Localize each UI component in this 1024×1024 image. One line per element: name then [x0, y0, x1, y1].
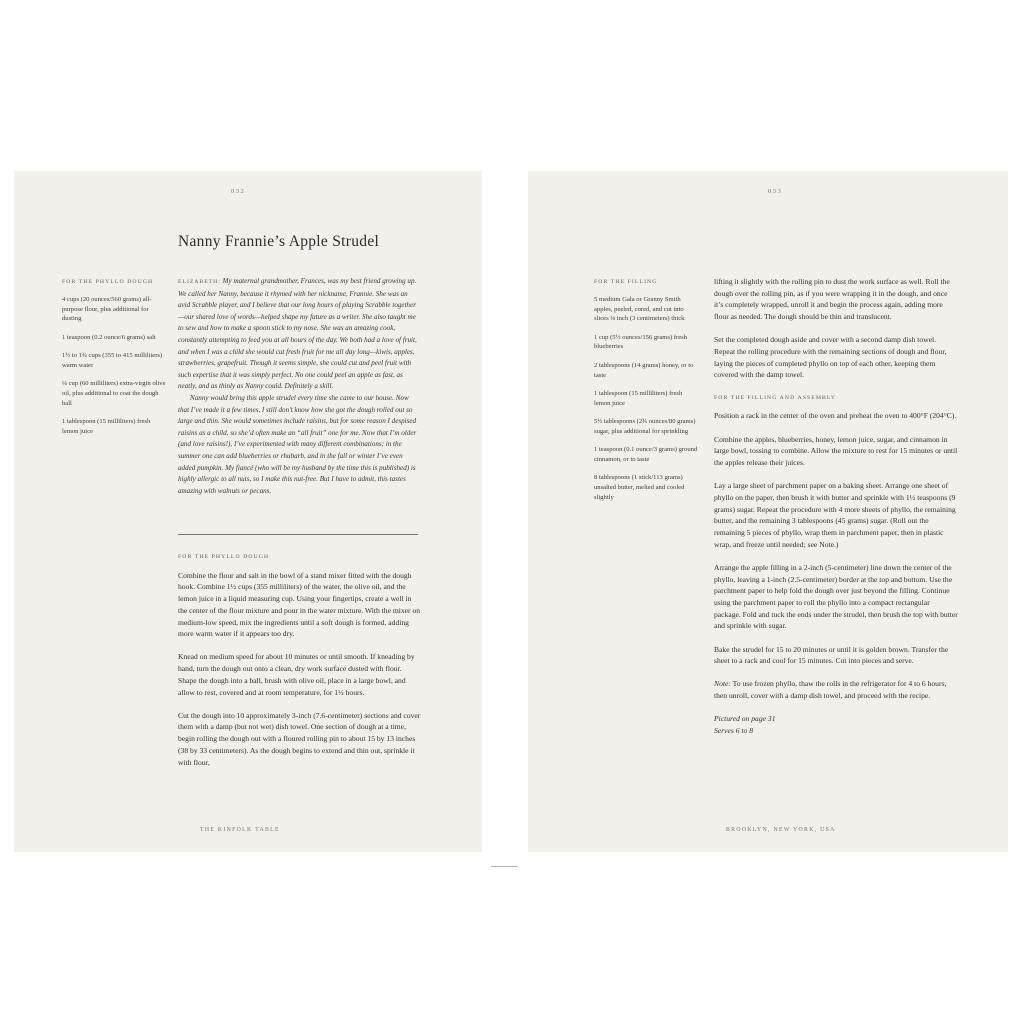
- ingredient-item: 4 cups (20 ounces/560 grams) all-purpose flour, plus additional for dusting: [62, 295, 152, 323]
- ingredient-item: 1 cup (5½ ounces/156 grams) fresh blueberries: [594, 333, 688, 351]
- section-divider: [178, 534, 418, 535]
- filling-method: [714, 276, 958, 737]
- method-paragraph: Cut the dough into 10 approximately 3-inch (7.6-centimeter) sections and cover them with a damp (but not wet) dish towel. One section of dough at a time, begin rolling the dough out with a floured rolling pin to about 15 by 13 inches (38 by 33 centimeters). As the dough begins to extend and thin out, sprinkle it with flour,: [178, 710, 421, 767]
- phyllo-method: [178, 552, 421, 780]
- ingredient-item: 1 tablespoon (15 milliliters) fresh lemon juice: [594, 389, 683, 407]
- spine-marker: [491, 866, 518, 867]
- ingredients-heading: FOR THE FILLING: [594, 279, 658, 285]
- method-paragraph: Bake the strudel for 15 to 20 minutes or until it is golden brown. Transfer the sheet to a rack and cool for 15 minutes. Cut into pieces and serve.: [714, 644, 949, 666]
- note-label: Note:: [714, 679, 731, 689]
- intro-text: My maternal grandmother, Frances, was my best friend growing up. We called her Nanny, because it rhymed with her nickname, Frannie. She was an avid Scrabble player, and I believe that our long hours of playing Scrabble together—our shared love of words—helped shape my future as a writer. She also taught me to sew and how to make a spoon stick to my nose. She was an amazing cook, constantly attempting to feed you at all hours of the day. We both had a love of fruit, and when I was a child she would cut fresh fruit for me all day long—kiwis, apples, strawberries, grapefruit. Though it seems simple, she could cut and peel fruit with such expertise that it was simply perfect. No one could peel an apple as fast, as neatly, and as thinly as Nanny could. Definitely a skill.: [178, 277, 417, 391]
- method-paragraph: Combine the apples, blueberries, honey, lemon juice, sugar, and cinnamon in large bowl, tossing to combine. Allow the mixture to rest for 15 minutes or until the apples release their juices.: [714, 434, 958, 467]
- method-heading: FOR THE PHYLLO DOUGH: [178, 554, 270, 560]
- footer-location: BROOKLYN, NEW YORK, USA: [726, 827, 836, 833]
- note-paragraph: [714, 678, 958, 701]
- left-page: [14, 171, 482, 852]
- ingredient-item: 8 tablespoons (1 stick/113 grams) unsalted butter, melted and cooled slightly: [594, 474, 685, 501]
- method-paragraph: Position a rack in the center of the oven and preheat the oven to 400°F (204°C).: [714, 411, 957, 421]
- ingredient-item: 2 tablespoons (14 grams) honey, or to taste: [594, 361, 694, 379]
- intro-author-label: ELIZABETH:: [178, 279, 221, 285]
- phyllo-ingredients: [62, 278, 166, 445]
- ingredient-item: 1½ to 1¾ cups (355 to 415 milliliters) warm water: [62, 351, 163, 369]
- ingredients-heading: FOR THE PHYLLO DOUGH: [62, 279, 154, 285]
- ingredient-item: 5½ tablespoons (2¾ ounces/80 grams) sugar, plus additional for sprinkling: [594, 417, 696, 435]
- ingredient-item: 1 teaspoon (0.1 ounce/3 grams) ground cinnamon, or to taste: [594, 446, 698, 463]
- filling-ingredients: [594, 278, 698, 511]
- footer-book-title: THE KINFOLK TABLE: [200, 827, 280, 833]
- assembly-heading: FOR THE FILLING AND ASSEMBLY: [714, 394, 837, 401]
- recipe-title: Nanny Frannie’s Apple Strudel: [178, 233, 380, 250]
- ingredient-item: 1 tablespoon (15 milliliters) fresh lemon juice: [62, 417, 151, 435]
- serving-size: Serves 6 to 8: [714, 726, 754, 736]
- pictured-reference: Pictured on page 31: [714, 714, 776, 724]
- intro-paragraph: Nanny would bring this apple strudel every time she came to our house. Now that I’ve made it a few times, I still don’t know how she got the dough rolled out so large and thin. She would sometimes include raisins, but for some reason I despised raisins as a child, so she’d often make an “all fruit” one for me. Now that I’m older (and love raisins!), I’ve experimented with many different combinations; in the summer one can add blueberries or rhubarb, and in the fall or winter I’ve even added pumpkin. My fiancé (who will be my husband by the time this is published) is highly allergic to all nuts, so I make this nut-free. But I have to admit, this tastes amazing with walnuts or pecans.: [178, 393, 417, 495]
- method-paragraph: lifting it slightly with the rolling pin to dust the work surface as well. Roll the dough over the rolling pin, as if you were wrapping it in the dough, and once it’s completely wrapped, unroll it and begin the process again, adding more flour as needed. The dough should be thin and translucent.: [714, 277, 950, 322]
- ingredient-item: 5 medium Gala or Granny Smith apples, peeled, cored, and cut into slices ⅛ inch (3 centimeters) thick: [594, 295, 685, 323]
- intro-paragraph: [178, 276, 418, 393]
- intro-story: [178, 276, 418, 497]
- note-text: To use frozen phyllo, thaw the rolls in the refrigerator for 4 to 6 hours, then unroll, cover with a damp dish towel, and proceed with the recipe.: [714, 679, 947, 701]
- method-paragraph: Combine the flour and salt in the bowl of a stand mixer fitted with the dough hook. Combine 1½ cups (355 milliliters) of the water, the olive oil, and the lemon juice in a liquid measuring cup. Using your fingertips, create a well in the center of the flour mixture and pour in the water mixture. With the mixer on medium-low speed, mix the ingredients until a soft dough is formed, adding more warm water if it appears too dry.: [178, 570, 421, 639]
- page-number: 033: [768, 188, 783, 195]
- page-number: 032: [231, 188, 246, 195]
- ingredient-item: 1 teaspoon (0.2 ounce/6 grams) salt: [62, 333, 156, 341]
- right-page: [528, 171, 1008, 852]
- method-paragraph: Arrange the apple filling in a 2-inch (5-centimeter) line down the center of the phyllo, leaving a 1-inch (2.5-centimeter) border at the top and bottom. Use the parchment paper to help fold the dough over just beyond the filling. Continue using the parchment paper to roll the phyllo into a compact rectangular package. Fold and tuck the ends under the strudel, then brush the top with butter and sprinkle with sugar.: [714, 562, 958, 631]
- method-paragraph: Lay a large sheet of parchment paper on a baking sheet. Arrange one sheet of phyllo on the paper, then brush it with butter and sprinkle with 1½ teaspoons (9 grams) sugar. Repeat the procedure with 4 more sheets of phyllo, the remaining butter, and the remaining 3 tablespoons (45 grams) sugar. (Roll out the remaining 5 pieces of phyllo, wrap them in parchment paper, then in plastic wrap, and freeze until needed; see Note.): [714, 481, 956, 549]
- method-paragraph: Knead on medium speed for about 10 minutes or until smooth. If kneading by hand, turn the dough out onto a clean, dry work surface dusted with flour. Shape the dough into a ball, brush with olive oil, place in a large bowl, and allow to rest, covered and at room temperature, for 1½ hours.: [178, 652, 415, 697]
- ingredient-item: ¼ cup (60 milliliters) extra-virgin olive oil, plus additional to coat the dough ball: [62, 380, 166, 407]
- method-paragraph: Set the completed dough aside and cover with a second damp dish towel. Repeat the rolling procedure with the remaining sections of dough and flour, laying the pieces of completed phyllo on top of each other, keeping them covered with the damp towel.: [714, 335, 947, 380]
